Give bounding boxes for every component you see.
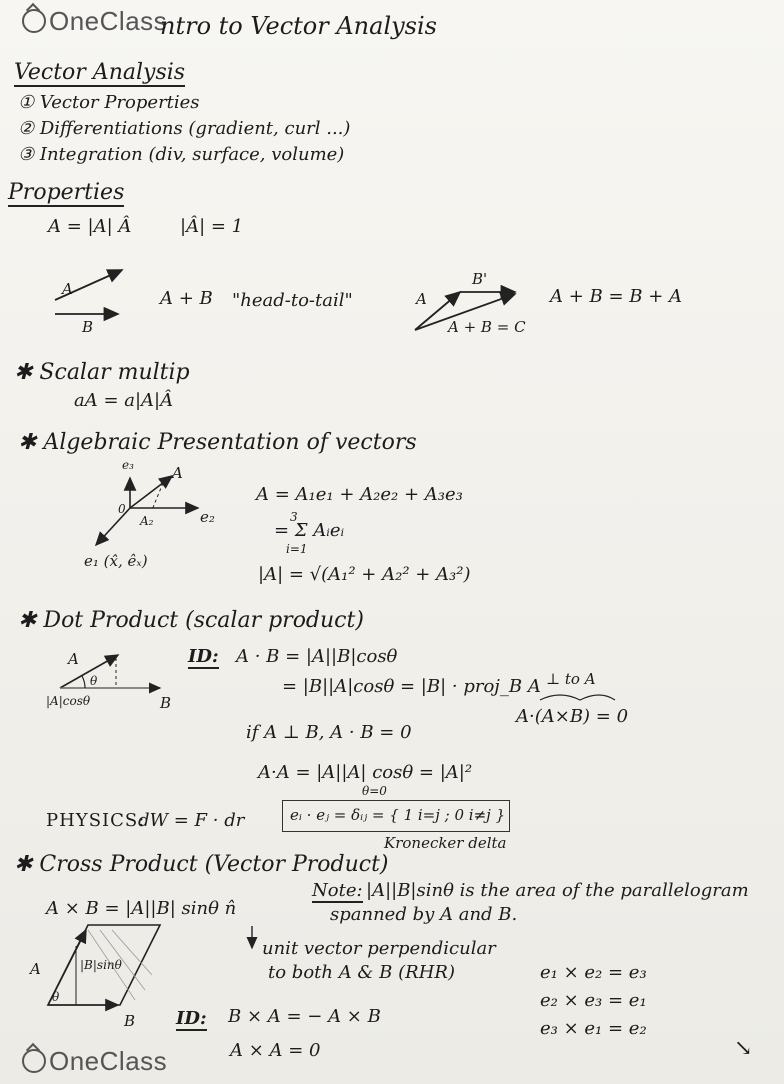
axis-e1-label: e₁ (x̂, êₓ) (84, 552, 148, 570)
kronecker-label: Kronecker delta (384, 834, 507, 852)
cross-a-label: A (30, 960, 41, 978)
resultant-label: A + B = C (448, 318, 526, 336)
page-title: ntro to Vector Analysis (160, 12, 437, 40)
unit-vector-note-2: to both A & B (RHR) (268, 962, 455, 983)
properties-heading: Properties (8, 180, 125, 205)
cross-definition: A × B = |A||B| sinθ n̂ (46, 898, 237, 919)
physics-label: PHYSICS: (46, 810, 146, 831)
list-item: ① Vector Properties (18, 92, 200, 113)
area-note: |A||B|sinθ is the area of the parallelogram (366, 880, 749, 901)
dot-b-label: B (160, 694, 172, 712)
list-item: ③ Integration (div, surface, volume) (18, 144, 345, 165)
scalar-heading: ✱ Scalar multip (14, 360, 190, 385)
perp-eq: A·(A×B) = 0 (516, 706, 629, 727)
norm-eq: |Â| = 1 (180, 216, 244, 237)
id-label: ID: (188, 646, 219, 667)
magnitude-eq: |A| = √(A₁² + A₂² + A₃²) (258, 564, 471, 585)
note-label: Note: (312, 880, 363, 901)
axis-e3-label: e₃ (122, 458, 134, 472)
oneclass-logo-icon (22, 1049, 46, 1073)
dot-a-label: A (68, 650, 79, 668)
oneclass-brand-text: OneClass (49, 1046, 168, 1076)
anticommute-eq: B × A = − A × B (228, 1006, 381, 1027)
commutative-eq: A + B = B + A (550, 286, 683, 307)
label-b-prime: B' (472, 270, 488, 288)
sum-ab: A + B (160, 288, 213, 309)
unit-rule: e₁ × e₂ = e₃ (540, 962, 647, 983)
sum-top: 3 (290, 510, 298, 524)
unit-rule: e₂ × e₃ = e₁ (540, 990, 647, 1011)
origin-label: 0 (118, 502, 126, 516)
perp-condition: if A ⊥ B, A · B = 0 (246, 722, 412, 743)
next-page-arrow-icon: ↘ (734, 1036, 753, 1061)
perp-note: ⊥ to A (546, 670, 596, 688)
component-eq: A = A₁e₁ + A₂e₂ + A₃e₃ (256, 484, 463, 505)
projection-label: |A|cosθ (46, 694, 91, 708)
algebraic-heading: ✱ Algebraic Presentation of vectors (18, 430, 417, 455)
height-label: |B|sinθ (80, 958, 122, 972)
self-cross-eq: A × A = 0 (230, 1040, 321, 1061)
oneclass-logo-bottom (22, 1046, 167, 1077)
axis-e2-label: e₂ (200, 508, 215, 526)
axis-a-label: A (172, 464, 183, 482)
sigma-eq: = Σ Aᵢeᵢ (274, 520, 345, 541)
cross-b-label: B (124, 1012, 136, 1030)
axis-a2-label: A₂ (140, 514, 154, 528)
unit-rule: e₃ × e₁ = e₂ (540, 1018, 647, 1039)
cross-id-label: ID: (176, 1008, 207, 1029)
theta-zero: θ=0 (362, 784, 387, 798)
area-note-2: spanned by A and B. (330, 904, 518, 925)
self-dot-eq: A·A = |A||A| cosθ = |A|² (258, 762, 473, 783)
unit-vector-note-1: unit vector perpendicular (262, 938, 496, 959)
label-a: A (62, 280, 73, 298)
vector-analysis-heading: Vector Analysis (14, 60, 186, 85)
cross-theta-label: θ (52, 990, 60, 1004)
dot-definition: A · B = |A||B|cosθ (236, 646, 398, 667)
list-item: ② Differentiations (gradient, curl ...) (18, 118, 351, 139)
unit-vector-eq: A = |A| Â (48, 216, 132, 237)
sum-bottom: i=1 (286, 542, 308, 556)
dot-projection: = |B||A|cosθ = |B| · proj_B A (282, 676, 541, 697)
scalar-eq: aA = a|A|Â (74, 390, 174, 411)
kronecker-eq: eᵢ · eⱼ = δᵢⱼ = { 1 i=j ; 0 i≠j } (290, 806, 506, 824)
label-a2: A (416, 290, 427, 308)
cross-heading: ✱ Cross Product (Vector Product) (14, 852, 389, 877)
work-eq: dW = F · dr (138, 810, 245, 831)
head-to-tail-note: "head-to-tail" (232, 290, 353, 311)
oneclass-brand-text: OneClass (49, 6, 168, 36)
dot-heading: ✱ Dot Product (scalar product) (18, 608, 364, 633)
theta-label: θ (90, 674, 98, 688)
label-b: B (82, 318, 94, 336)
